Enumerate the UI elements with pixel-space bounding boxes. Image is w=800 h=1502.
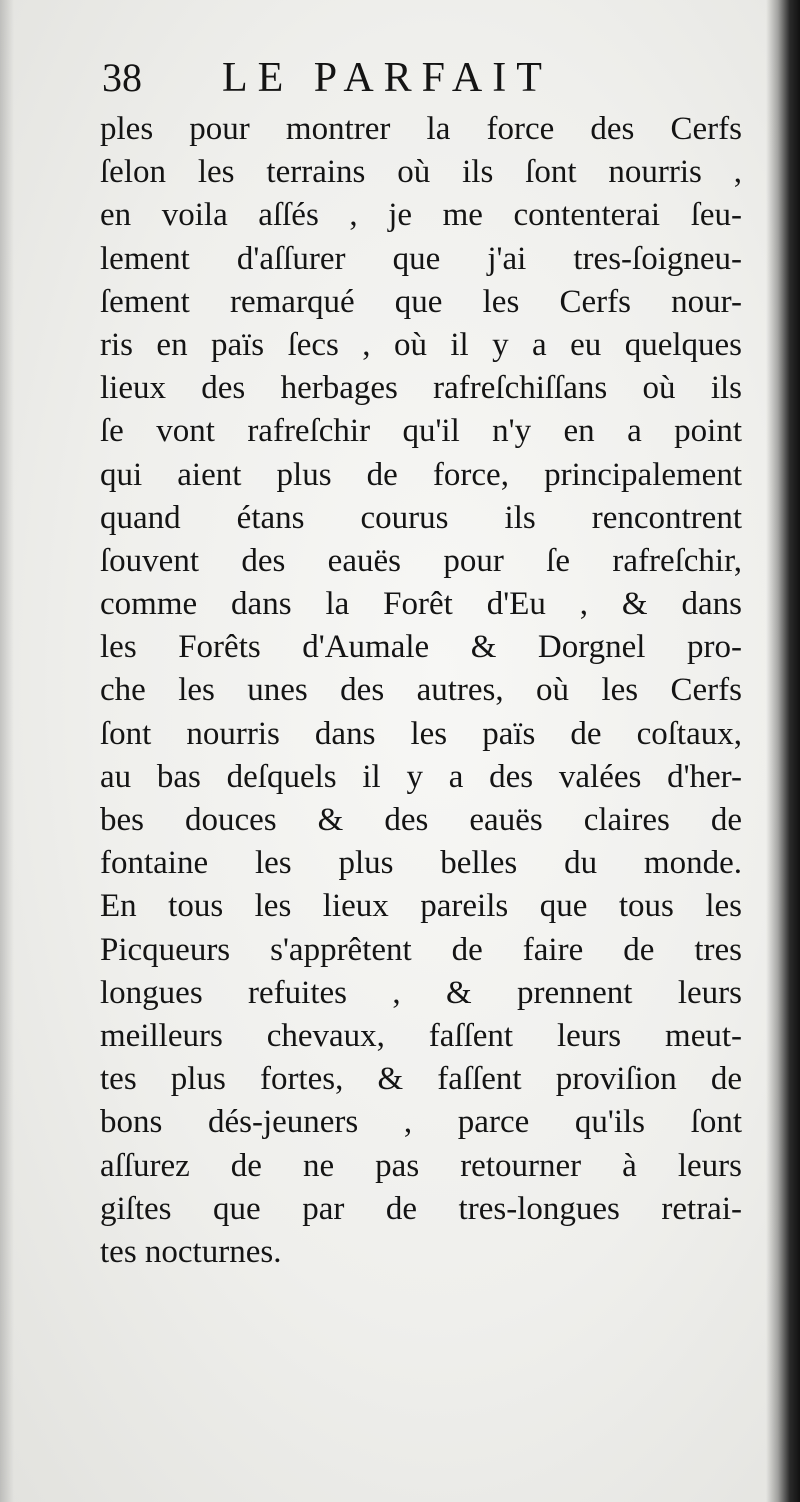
- text-line-final: tes nocturnes.: [100, 1233, 282, 1270]
- text-line: en voila aſſés , je me contenterai ſeu-: [100, 197, 742, 234]
- text-line: quand étans courus ils rencontrent: [100, 499, 742, 536]
- running-title: LE PARFAIT: [222, 55, 552, 101]
- body-text: [100, 108, 742, 1274]
- page-number: 38: [102, 55, 142, 100]
- page-left-edge: [0, 0, 14, 1502]
- text-line: aſſurez de ne pas retourner à leurs: [100, 1147, 742, 1184]
- text-line: ſelon les terrains où ils ſont nourris ,: [100, 154, 742, 191]
- page-header: [102, 48, 752, 108]
- text-line: les Forêts d'Aumale & Dorgnel pro-: [100, 629, 742, 666]
- text-line: bes douces & des eauës claires de: [100, 802, 742, 838]
- text-line: tes plus fortes, & faſſent proviſion de: [100, 1061, 742, 1098]
- text-line: qui aient plus de force, principalement: [100, 456, 742, 493]
- text-line: giſtes que par de tres-longues retrai-: [100, 1190, 742, 1227]
- text-line: bons dés-jeuners , parce qu'ils ſont: [100, 1104, 742, 1141]
- text-line: meilleurs chevaux, faſſent leurs meut-: [100, 1017, 742, 1054]
- text-line: Picqueurs s'apprêtent de faire de tres: [100, 931, 742, 968]
- text-line: ſouvent des eauës pour ſe rafreſchir,: [100, 542, 742, 579]
- text-line: comme dans la Forêt d'Eu , & dans: [100, 586, 742, 623]
- text-line: En tous les lieux pareils que tous les: [100, 888, 742, 925]
- text-line: longues refuites , & prennent leurs: [100, 974, 742, 1011]
- text-line: lement d'aſſurer que j'ai tres-ſoigneu-: [100, 240, 742, 277]
- text-line: ſont nourris dans les païs de coſtaux,: [100, 715, 742, 752]
- text-line: fontaine les plus belles du monde.: [100, 845, 742, 882]
- text-line: ris en païs ſecs , où il y a eu quelques: [100, 326, 742, 363]
- text-line: ſe vont rafreſchir qu'il n'y en a point: [100, 413, 742, 450]
- text-line: che les unes des autres, où les Cerfs: [100, 672, 742, 709]
- text-line: ples pour montrer la force des Cerfs: [100, 111, 742, 147]
- text-line: au bas deſquels il y a des valées d'her-: [100, 758, 742, 795]
- text-line: lieux des herbages rafreſchiſſans où ils: [100, 370, 742, 407]
- bleed-through-texture: [150, 1256, 740, 1296]
- page-gutter: [766, 0, 800, 1502]
- text-line: ſement remarqué que les Cerfs nour-: [100, 283, 742, 320]
